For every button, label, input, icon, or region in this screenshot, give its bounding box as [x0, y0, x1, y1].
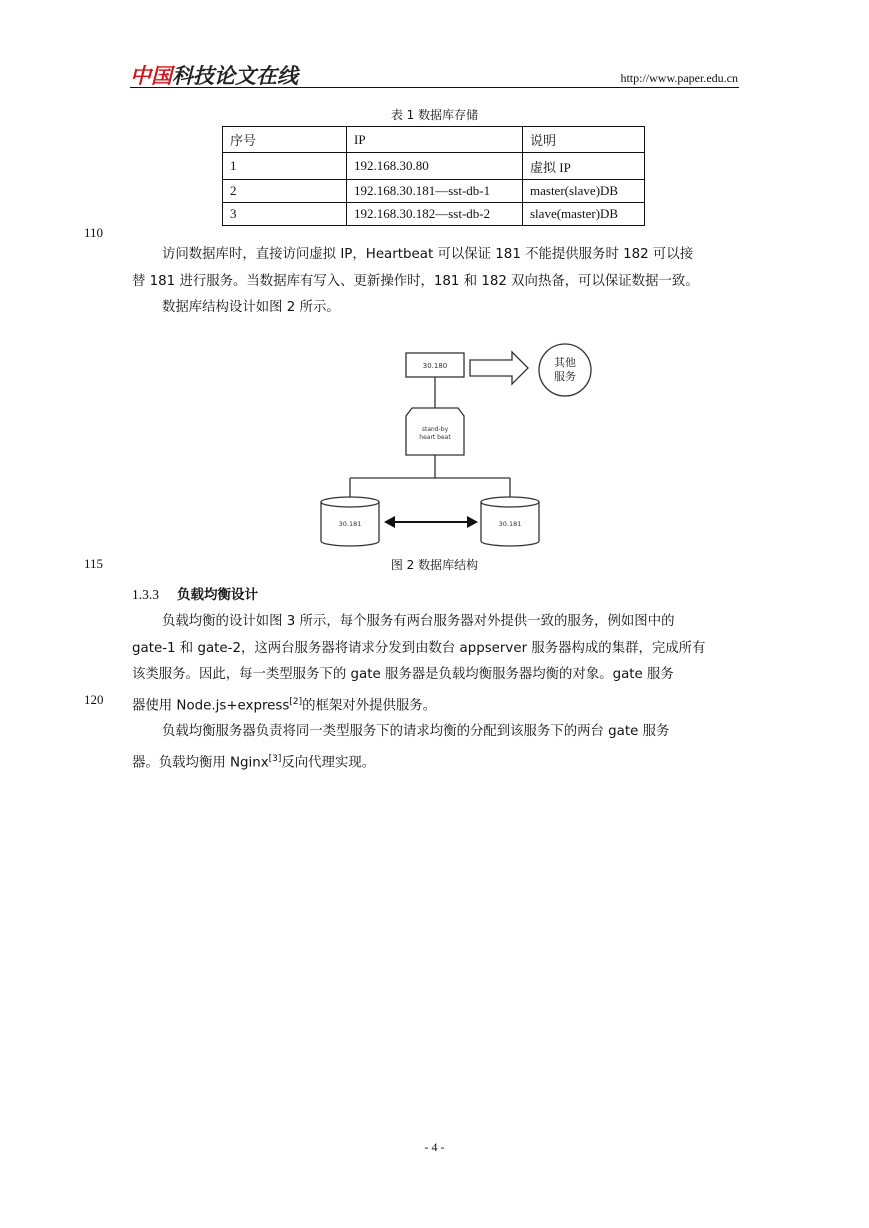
database-storage-table	[222, 126, 645, 226]
table-cell: 192.168.30.181—sst-db-1	[347, 180, 523, 203]
text-line: 该类服务。因此，每一类型服务下的 gate 服务器是负载均衡服务器均衡的对象。gate 服务	[132, 667, 674, 682]
other-service-label: 服务	[554, 370, 576, 383]
text-line: 的框架对外提供服务。	[302, 697, 437, 713]
table-cell: 192.168.30.182—sst-db-2	[347, 203, 523, 226]
table-row	[223, 153, 645, 180]
double-arrow-icon	[384, 516, 478, 528]
other-service-node	[539, 344, 591, 396]
citation-link[interactable]: [3]	[268, 753, 282, 764]
heartbeat-label: heart beat	[419, 434, 451, 441]
text-line: 负载均衡服务器负责将同一类型服务下的请求均衡的分配到该服务下的两台 gate 服务	[162, 724, 670, 740]
table-cell: 192.168.30.80	[347, 153, 523, 180]
table-cell: master(slave)DB	[523, 180, 645, 203]
database-label: 30.181	[338, 520, 362, 528]
arrow-right-icon	[470, 352, 528, 384]
table-row	[223, 180, 645, 203]
text-line: 访问数据库时，直接访问虚拟 IP，Heartbeat 可以保证 181 不能提供服务时 182 可以接	[162, 247, 694, 262]
table-cell: 2	[223, 180, 347, 203]
table-cell: 3	[223, 203, 347, 226]
text-line: gate-1 和 gate-2，这两台服务器将请求分发到由数台 appserver 服务器构成的集群，完成所有	[132, 640, 706, 656]
table-cell: 1	[223, 153, 347, 180]
table-row	[223, 203, 645, 226]
database-node-182	[481, 497, 539, 546]
table-cell: slave(master)DB	[523, 203, 645, 226]
section-title: 负载均衡设计	[177, 587, 258, 603]
text-line: 数据库结构设计如图 2 所示。	[162, 300, 340, 315]
line-number: 115	[84, 556, 104, 571]
figure-caption: 图 2 数据库结构	[390, 558, 479, 572]
database-node-181	[321, 497, 379, 546]
header-rule	[130, 87, 739, 88]
table-cell: 虚拟 IP	[523, 153, 645, 180]
text-line: 反向代理实现。	[281, 755, 376, 771]
table-header-cell: 说明	[523, 127, 645, 153]
database-label: 30.181	[498, 520, 522, 528]
database-structure-diagram	[300, 335, 600, 550]
body-paragraph	[132, 242, 739, 322]
table-caption: 表 1 数据库存储	[390, 108, 479, 122]
heartbeat-label: stand-by	[421, 426, 449, 433]
journal-logo: 中国科技论文在线	[130, 64, 298, 88]
text-line: 负载均衡的设计如图 3 所示，每个服务有两台服务器对外提供一致的服务，例如图中的	[162, 614, 675, 629]
section-heading	[132, 583, 258, 603]
text-line: 器使用 Node.js+express	[132, 697, 290, 713]
vip-node	[406, 353, 464, 377]
text-line: 器。负载均衡用 Nginx	[132, 755, 269, 771]
line-number: 110	[84, 225, 104, 240]
heartbeat-node	[406, 408, 464, 455]
other-service-label: 其他	[554, 356, 576, 369]
table-header-cell: 序号	[223, 127, 347, 153]
text-line: 替 181 进行服务。当数据库有写入、更新操作时，181 和 182 双向热备，可以保证数据一致。	[132, 273, 699, 289]
section-number: 1.3.3	[132, 587, 159, 602]
table-header-row	[223, 127, 645, 153]
vip-label: 30.180	[422, 362, 448, 370]
line-number: 120	[84, 692, 104, 707]
page-number: - 4 -	[424, 1140, 445, 1154]
body-paragraph	[132, 609, 739, 777]
header-url[interactable]: http://www.paper.edu.cn	[620, 71, 738, 85]
table-header-cell: IP	[347, 127, 523, 153]
citation-link[interactable]: [2]	[289, 696, 303, 707]
